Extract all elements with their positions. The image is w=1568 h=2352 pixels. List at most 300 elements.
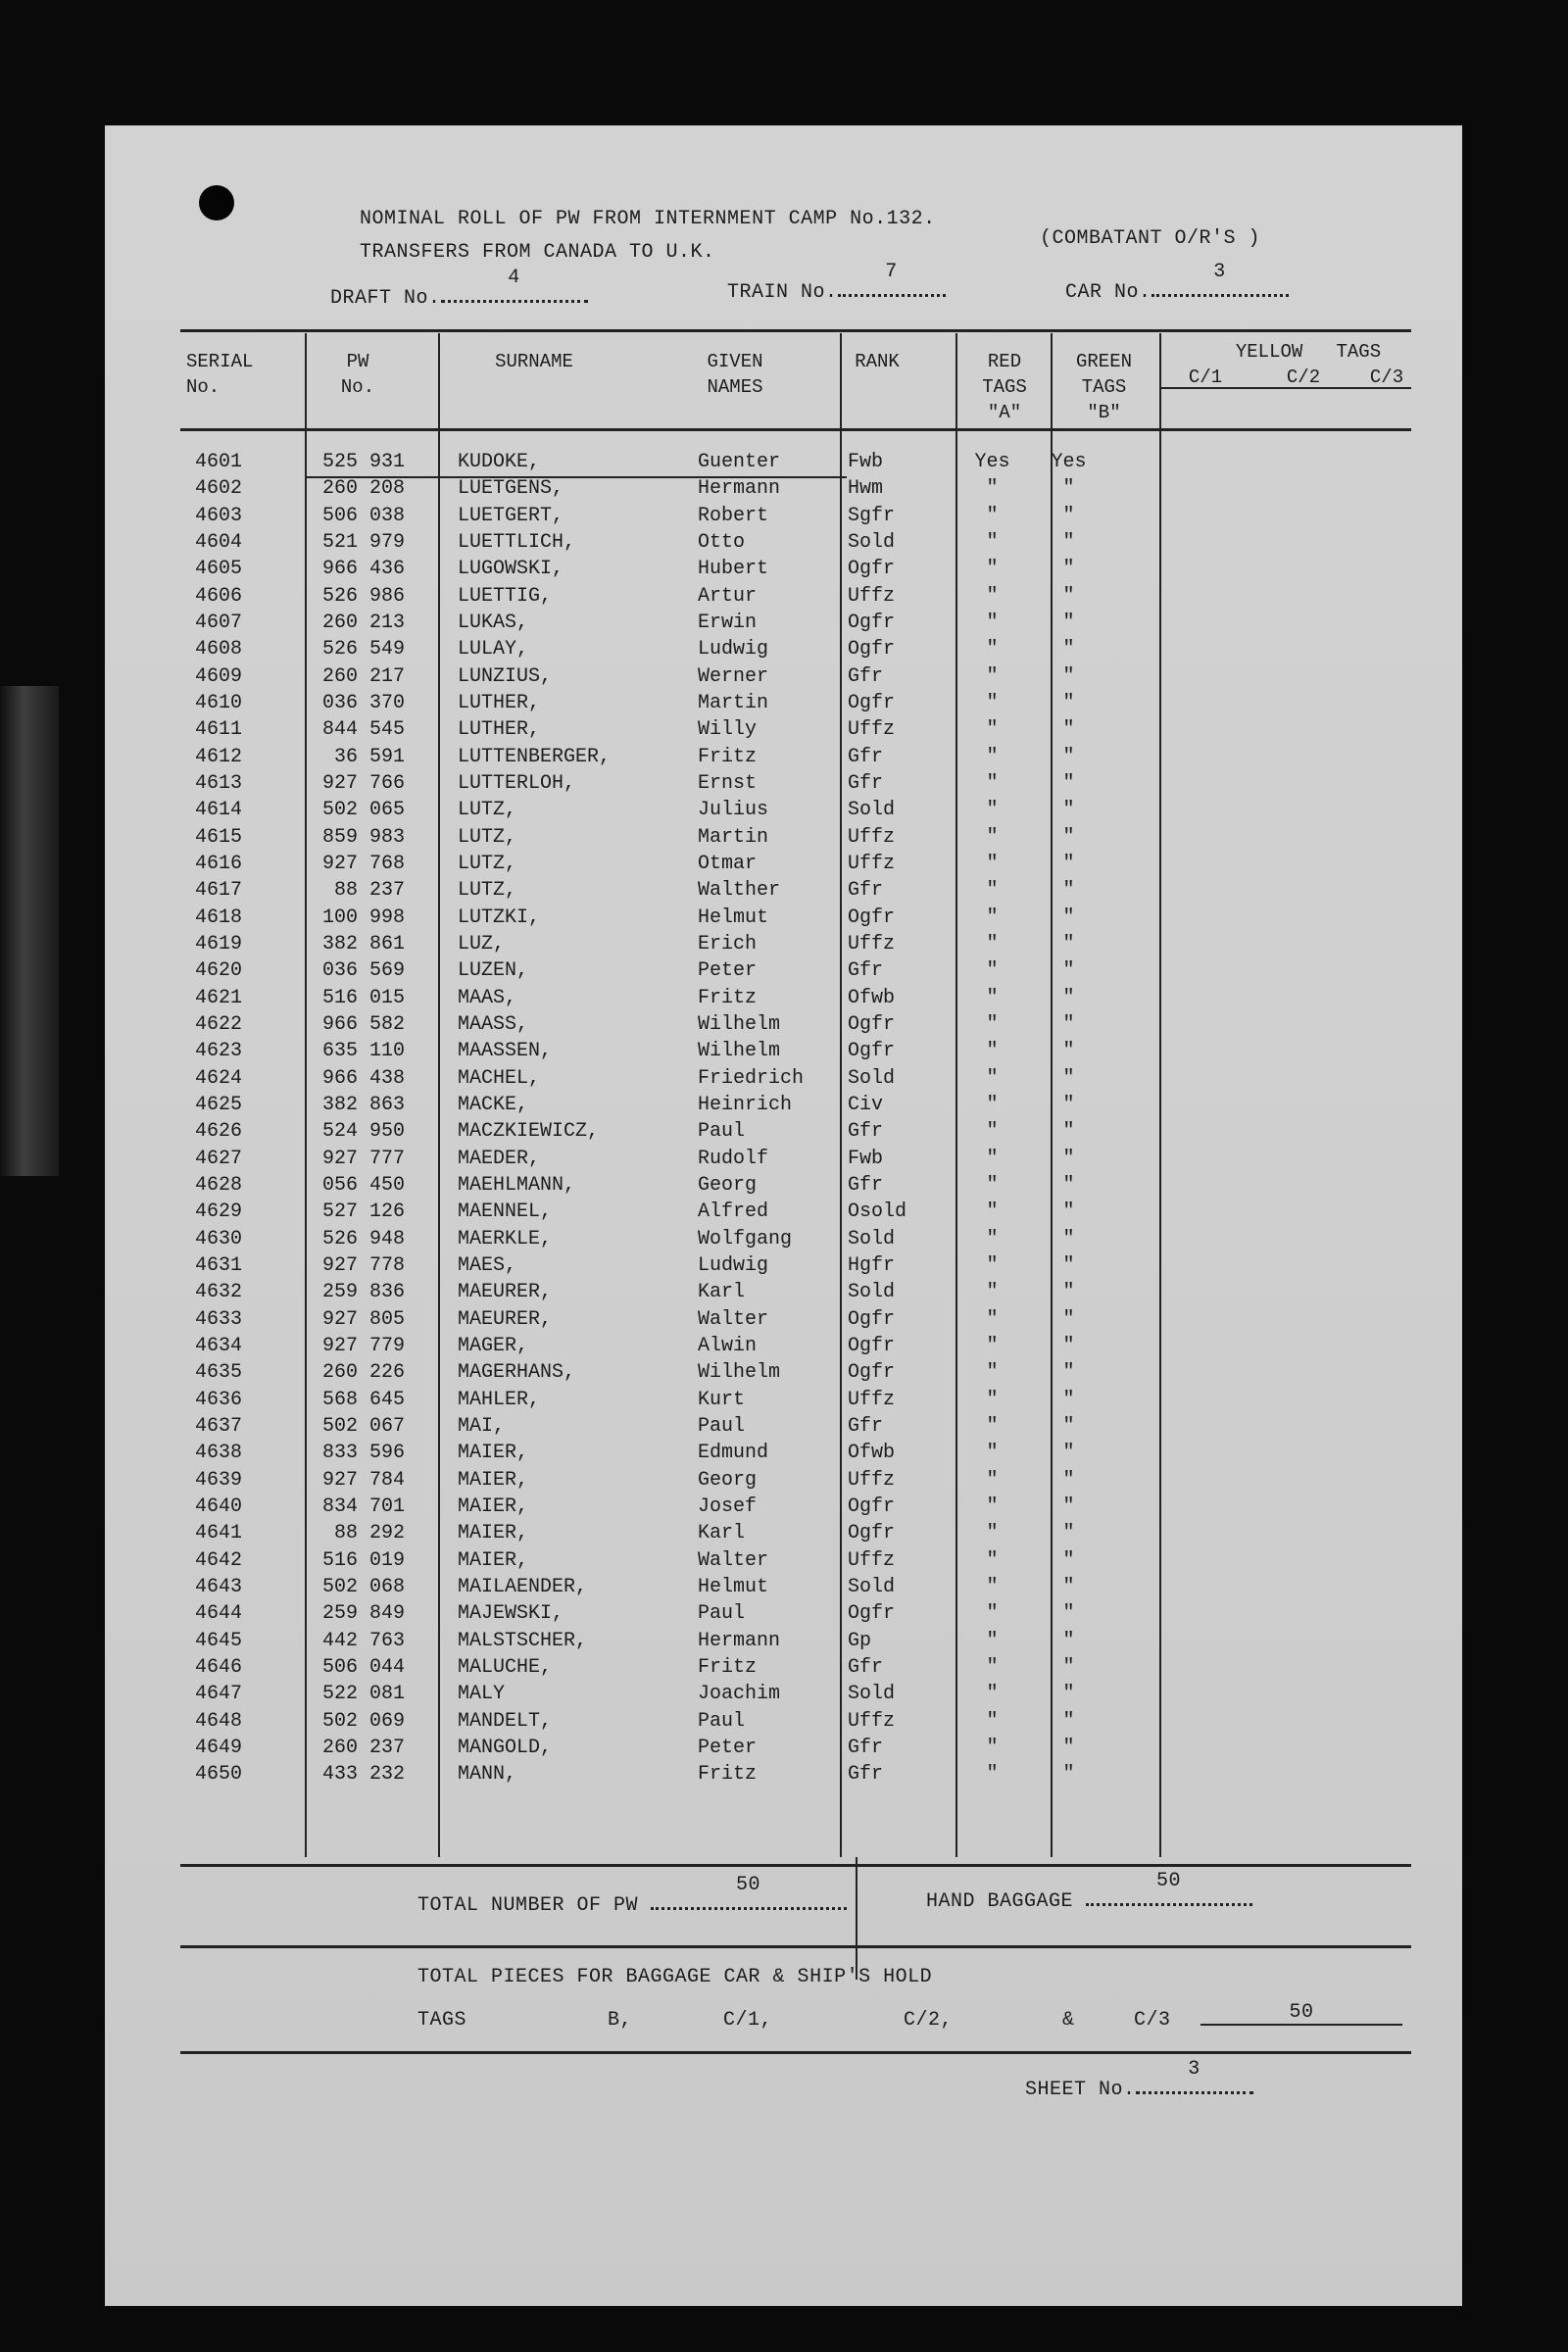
pw-number-cell: 526 948: [321, 1227, 405, 1250]
footer-bottom-rule: [180, 2051, 1411, 2054]
given-names-cell: Martin: [698, 691, 769, 714]
surname-cell: LULAY,: [458, 638, 529, 662]
column-divider: [956, 333, 957, 1857]
green-tags-cell: ": [1062, 1334, 1075, 1357]
rank-cell: Uffz: [848, 1388, 896, 1411]
green-tags-cell: ": [1062, 1522, 1075, 1545]
surname-cell: MAASSEN,: [458, 1040, 553, 1063]
footer-divider: [856, 1857, 858, 1980]
table-top-rule: [180, 329, 1411, 332]
column-divider: [1159, 333, 1161, 1857]
rank-cell: Fwb: [848, 451, 884, 473]
serial-cell: 4647: [195, 1683, 243, 1706]
given-names-cell: Paul: [698, 1120, 746, 1144]
red-tags-cell: ": [986, 1281, 999, 1304]
serial-cell: 4632: [195, 1281, 243, 1304]
green-tags-cell: ": [1062, 1173, 1075, 1197]
surname-cell: MAGERHANS,: [458, 1361, 576, 1385]
rank-cell: Gfr: [848, 959, 884, 983]
surname-cell: MALY: [458, 1683, 506, 1706]
tag-ampersand: &: [1062, 2009, 1075, 2032]
red-tags-cell: ": [986, 1414, 999, 1438]
red-tags-cell: ": [986, 1683, 999, 1706]
surname-cell: MAHLER,: [458, 1388, 541, 1411]
rank-cell: Sold: [848, 1575, 896, 1598]
scan-edge-shadow: [0, 686, 59, 1176]
red-tags-cell: ": [986, 771, 999, 795]
draft-value: 4: [508, 267, 520, 289]
surname-cell: LUTHER,: [458, 718, 541, 742]
given-names-cell: Walter: [698, 1307, 769, 1331]
rank-cell: Osold: [848, 1200, 907, 1224]
surname-cell: LUTZ,: [458, 799, 517, 822]
surname-cell: MAASS,: [458, 1012, 529, 1036]
pw-number-cell: 259 849: [321, 1602, 405, 1626]
rank-cell: Uffz: [848, 718, 896, 742]
given-names-cell: Wolfgang: [698, 1227, 793, 1250]
rank-cell: Ogfr: [848, 691, 896, 714]
pw-number-cell: 502 068: [321, 1575, 405, 1598]
red-tags-cell: ": [986, 1736, 999, 1759]
given-names-cell: Joachim: [698, 1683, 781, 1706]
given-names-cell: Otmar: [698, 852, 758, 875]
green-tags-cell: ": [1062, 1468, 1075, 1492]
green-tags-cell: ": [1062, 799, 1075, 822]
column-divider: [305, 333, 307, 1857]
red-tags-cell: ": [986, 852, 999, 875]
surname-cell: MALUCHE,: [458, 1655, 553, 1679]
serial-cell: 4608: [195, 638, 243, 662]
green-tags-cell: ": [1062, 664, 1075, 688]
red-tags-cell: ": [986, 959, 999, 983]
column-divider: [438, 333, 440, 1857]
surname-cell: MAILAENDER,: [458, 1575, 588, 1598]
serial-cell: 4628: [195, 1173, 243, 1197]
surname-cell: MAEDER,: [458, 1147, 541, 1170]
red-tags-cell: ": [986, 1227, 999, 1250]
given-names-cell: Wilhelm: [698, 1361, 781, 1385]
serial-cell: 4612: [195, 745, 243, 768]
header-yellow-c1: C/1: [1188, 367, 1223, 388]
pw-number-cell: 834 701: [321, 1494, 405, 1518]
draft-label: DRAFT No.: [330, 287, 441, 310]
given-names-cell: Friedrich: [698, 1066, 805, 1090]
pw-number-cell: 506 044: [321, 1655, 405, 1679]
tag-c3-value: 50: [1200, 2001, 1402, 2026]
header-green-tags: GREEN TAGS "B": [1075, 351, 1132, 423]
serial-cell: 4631: [195, 1253, 243, 1277]
given-names-cell: Georg: [698, 1173, 758, 1197]
red-tags-cell: ": [986, 1253, 999, 1277]
serial-cell: 4642: [195, 1548, 243, 1572]
rank-cell: Sgfr: [848, 504, 896, 527]
given-names-cell: Hubert: [698, 558, 769, 581]
train-value: 7: [885, 261, 898, 283]
serial-cell: 4640: [195, 1494, 243, 1518]
total-pw-value: 50: [736, 1874, 761, 1896]
serial-cell: 4634: [195, 1334, 243, 1357]
pw-number-cell: 516 015: [321, 986, 405, 1009]
rank-cell: Ogfr: [848, 1522, 896, 1545]
given-names-cell: Artur: [698, 584, 758, 608]
given-names-cell: Kurt: [698, 1388, 746, 1411]
rank-cell: Ogfr: [848, 558, 896, 581]
serial-cell: 4613: [195, 771, 243, 795]
header-rank: RANK: [855, 351, 900, 372]
red-tags-cell: ": [986, 1147, 999, 1170]
surname-cell: KUDOKE,: [458, 451, 541, 473]
red-tags-cell: ": [986, 1494, 999, 1518]
green-tags-cell: ": [1062, 1012, 1075, 1036]
rank-cell: Ogfr: [848, 1040, 896, 1063]
green-tags-cell: ": [1062, 691, 1075, 714]
given-names-cell: Walter: [698, 1548, 769, 1572]
rank-cell: Gfr: [848, 664, 884, 688]
total-pw-field: [417, 1874, 847, 1917]
surname-cell: LUZEN,: [458, 959, 529, 983]
green-tags-cell: ": [1062, 1120, 1075, 1144]
rank-cell: Ofwb: [848, 1442, 896, 1465]
rank-cell: Gfr: [848, 879, 884, 903]
green-tags-cell: ": [1062, 611, 1075, 634]
serial-cell: 4607: [195, 611, 243, 634]
train-field: [727, 261, 946, 304]
surname-cell: MAENNEL,: [458, 1200, 553, 1224]
green-tags-cell: ": [1062, 558, 1075, 581]
pw-number-cell: 524 950: [321, 1120, 405, 1144]
red-tags-cell: ": [986, 986, 999, 1009]
red-tags-cell: ": [986, 1575, 999, 1598]
header-serial: SERIAL No.: [186, 351, 254, 398]
green-tags-cell: ": [1062, 1066, 1075, 1090]
green-tags-cell: ": [1062, 745, 1075, 768]
surname-cell: LUETTLICH,: [458, 530, 576, 554]
serial-cell: 4645: [195, 1629, 243, 1652]
pw-number-cell: 502 065: [321, 799, 405, 822]
header-given-names: GIVEN NAMES: [707, 351, 763, 398]
green-tags-cell: ": [1062, 1602, 1075, 1626]
given-names-cell: Ernst: [698, 771, 758, 795]
header-bottom-rule: [180, 428, 1411, 431]
serial-cell: 4633: [195, 1307, 243, 1331]
rank-cell: Civ: [848, 1093, 884, 1116]
pw-number-cell: 859 983: [321, 825, 405, 849]
given-names-cell: Paul: [698, 1414, 746, 1438]
green-tags-cell: ": [1062, 530, 1075, 554]
pw-number-cell: 966 436: [321, 558, 405, 581]
surname-cell: MANDELT,: [458, 1709, 553, 1733]
serial-cell: 4646: [195, 1655, 243, 1679]
serial-cell: 4602: [195, 477, 243, 501]
pw-number-cell: 927 779: [321, 1334, 405, 1357]
green-tags-cell: ": [1062, 1227, 1075, 1250]
sheet-label: SHEET No.: [1025, 2079, 1136, 2101]
red-tags-cell: ": [986, 718, 999, 742]
red-tags-cell: ": [986, 1012, 999, 1036]
pw-number-cell: 502 067: [321, 1414, 405, 1438]
rank-cell: Uffz: [848, 584, 896, 608]
serial-cell: 4639: [195, 1468, 243, 1492]
hand-baggage-value: 50: [1156, 1870, 1182, 1892]
given-names-cell: Otto: [698, 530, 746, 554]
rank-cell: Sold: [848, 1227, 896, 1250]
surname-cell: LUTTERLOH,: [458, 771, 576, 795]
green-tags-cell: ": [1062, 1629, 1075, 1652]
pw-number-cell: 966 438: [321, 1066, 405, 1090]
rank-cell: Sold: [848, 1683, 896, 1706]
pw-number-cell: 036 569: [321, 959, 405, 983]
surname-cell: MAIER,: [458, 1468, 529, 1492]
given-names-cell: Guenter: [698, 451, 781, 473]
green-tags-cell: ": [1062, 1281, 1075, 1304]
rank-cell: Uffz: [848, 852, 896, 875]
given-names-cell: Werner: [698, 664, 769, 688]
serial-cell: 4621: [195, 986, 243, 1009]
green-tags-cell: ": [1062, 1388, 1075, 1411]
red-tags-cell: ": [986, 1763, 999, 1787]
rank-cell: Gfr: [848, 1120, 884, 1144]
rank-cell: Ogfr: [848, 1602, 896, 1626]
red-tags-cell: ": [986, 1361, 999, 1385]
pw-number-cell: 88 237: [333, 879, 405, 903]
given-names-cell: Fritz: [698, 745, 758, 768]
rank-cell: Hwm: [848, 477, 884, 501]
red-tags-cell: ": [986, 879, 999, 903]
pw-number-cell: 927 805: [321, 1307, 405, 1331]
rank-cell: Sold: [848, 1066, 896, 1090]
header-red-tags: RED TAGS "A": [982, 351, 1027, 423]
document-title: NOMINAL ROLL OF PW FROM INTERNMENT CAMP No.132.: [360, 208, 936, 230]
surname-cell: MAERKLE,: [458, 1227, 553, 1250]
header-yellow-c3: C/3: [1369, 367, 1404, 388]
serial-cell: 4603: [195, 504, 243, 527]
given-names-cell: Alwin: [698, 1334, 758, 1357]
surname-cell: MAEHLMANN,: [458, 1173, 576, 1197]
red-tags-cell: ": [986, 1200, 999, 1224]
given-names-cell: Heinrich: [698, 1093, 793, 1116]
red-tags-cell: ": [986, 638, 999, 662]
green-tags-cell: Yes: [1051, 451, 1087, 473]
red-tags-cell: ": [986, 1522, 999, 1545]
red-tags-cell: ": [986, 1629, 999, 1652]
pw-number-cell: 433 232: [321, 1763, 405, 1787]
red-tags-cell: ": [986, 1307, 999, 1331]
rank-cell: Uffz: [848, 1709, 896, 1733]
draft-field: [330, 267, 588, 310]
surname-cell: MANGOLD,: [458, 1736, 553, 1759]
pw-number-cell: 521 979: [321, 530, 405, 554]
green-tags-cell: ": [1062, 718, 1075, 742]
serial-cell: 4606: [195, 584, 243, 608]
given-names-cell: Paul: [698, 1602, 746, 1626]
pw-number-cell: 382 863: [321, 1093, 405, 1116]
rank-cell: Gfr: [848, 1173, 884, 1197]
given-names-cell: Rudolf: [698, 1147, 769, 1170]
tags-label: TAGS: [417, 2009, 467, 2032]
pw-number-cell: 382 861: [321, 932, 405, 956]
given-names-cell: Peter: [698, 1736, 758, 1759]
pw-number-cell: 259 836: [321, 1281, 405, 1304]
red-tags-cell: ": [986, 611, 999, 634]
red-tags-cell: ": [986, 691, 999, 714]
tag-c1: C/1,: [723, 2009, 773, 2032]
document-subtitle: TRANSFERS FROM CANADA TO U.K.: [360, 241, 715, 264]
pw-number-cell: 526 549: [321, 638, 405, 662]
given-names-cell: Fritz: [698, 986, 758, 1009]
column-divider: [840, 333, 842, 1857]
given-names-cell: Erwin: [698, 611, 758, 634]
rank-cell: Hgfr: [848, 1253, 896, 1277]
serial-cell: 4616: [195, 852, 243, 875]
surname-cell: MAGER,: [458, 1334, 529, 1357]
surname-cell: LUTZ,: [458, 879, 517, 903]
rank-cell: Sold: [848, 530, 896, 554]
header-yellow-c2: C/2: [1286, 367, 1321, 388]
surname-cell: MACHEL,: [458, 1066, 541, 1090]
serial-cell: 4649: [195, 1736, 243, 1759]
serial-cell: 4615: [195, 825, 243, 849]
serial-cell: 4638: [195, 1442, 243, 1465]
surname-cell: MAEURER,: [458, 1307, 553, 1331]
total-pw-label: TOTAL NUMBER OF PW: [417, 1894, 639, 1917]
green-tags-cell: ": [1062, 1736, 1075, 1759]
rank-cell: Ogfr: [848, 906, 896, 929]
header-yellow-tags: YELLOW TAGS: [1235, 341, 1382, 363]
pw-number-cell: 927 768: [321, 852, 405, 875]
red-tags-cell: ": [986, 1066, 999, 1090]
surname-cell: MAES,: [458, 1253, 517, 1277]
surname-cell: MAIER,: [458, 1548, 529, 1572]
surname-cell: LUTHER,: [458, 691, 541, 714]
rank-cell: Ogfr: [848, 1012, 896, 1036]
surname-cell: LUETGERT,: [458, 504, 564, 527]
green-tags-cell: ": [1062, 1442, 1075, 1465]
pw-number-cell: 442 763: [321, 1629, 405, 1652]
given-names-cell: Wilhelm: [698, 1040, 781, 1063]
serial-cell: 4619: [195, 932, 243, 956]
pw-number-cell: 526 986: [321, 584, 405, 608]
green-tags-cell: ": [1062, 1414, 1075, 1438]
surname-cell: MAIER,: [458, 1522, 529, 1545]
serial-cell: 4617: [195, 879, 243, 903]
serial-cell: 4641: [195, 1522, 243, 1545]
serial-cell: 4643: [195, 1575, 243, 1598]
sheet-value: 3: [1188, 2058, 1200, 2081]
given-names-cell: Karl: [698, 1281, 746, 1304]
rank-cell: Sold: [848, 1281, 896, 1304]
serial-cell: 4620: [195, 959, 243, 983]
surname-cell: LUETGENS,: [458, 477, 564, 501]
serial-cell: 4624: [195, 1066, 243, 1090]
pw-number-cell: 844 545: [321, 718, 405, 742]
rank-cell: Fwb: [848, 1147, 884, 1170]
pw-number-cell: 260 217: [321, 664, 405, 688]
pw-number-cell: 527 126: [321, 1200, 405, 1224]
serial-cell: 4650: [195, 1763, 243, 1787]
surname-cell: MACKE,: [458, 1093, 529, 1116]
pw-number-cell: 516 019: [321, 1548, 405, 1572]
serial-cell: 4644: [195, 1602, 243, 1626]
serial-cell: 4648: [195, 1709, 243, 1733]
rank-cell: Ogfr: [848, 638, 896, 662]
green-tags-cell: ": [1062, 1709, 1075, 1733]
green-tags-cell: ": [1062, 932, 1075, 956]
green-tags-cell: ": [1062, 1200, 1075, 1224]
serial-cell: 4622: [195, 1012, 243, 1036]
red-tags-cell: ": [986, 1093, 999, 1116]
serial-cell: 4601: [195, 451, 243, 473]
surname-cell: MAJEWSKI,: [458, 1602, 564, 1626]
given-names-cell: Wilhelm: [698, 1012, 781, 1036]
pw-number-cell: 927 766: [321, 771, 405, 795]
red-tags-cell: ": [986, 1173, 999, 1197]
serial-cell: 4627: [195, 1147, 243, 1170]
pw-number-cell: 568 645: [321, 1388, 405, 1411]
car-field: [1065, 261, 1289, 304]
given-names-cell: Julius: [698, 799, 769, 822]
rank-cell: Uffz: [848, 1468, 896, 1492]
red-tags-cell: ": [986, 664, 999, 688]
red-tags-cell: ": [986, 558, 999, 581]
surname-cell: MAAS,: [458, 986, 517, 1009]
rank-cell: Ogfr: [848, 1494, 896, 1518]
red-tags-cell: ": [986, 825, 999, 849]
serial-cell: 4626: [195, 1120, 243, 1144]
green-tags-cell: ": [1062, 959, 1075, 983]
pw-number-cell: 36 591: [333, 745, 405, 768]
red-tags-cell: ": [986, 1334, 999, 1357]
green-tags-cell: ": [1062, 504, 1075, 527]
given-names-cell: Karl: [698, 1522, 746, 1545]
serial-cell: 4614: [195, 799, 243, 822]
serial-cell: 4609: [195, 664, 243, 688]
surname-cell: LUKAS,: [458, 611, 529, 634]
surname-cell: LUGOWSKI,: [458, 558, 564, 581]
green-tags-cell: ": [1062, 1253, 1075, 1277]
serial-cell: 4636: [195, 1388, 243, 1411]
surname-cell: LUNZIUS,: [458, 664, 553, 688]
tag-c3: C/3: [1134, 2009, 1171, 2032]
given-names-cell: Josef: [698, 1494, 758, 1518]
rank-cell: Gfr: [848, 1414, 884, 1438]
pw-number-cell: 966 582: [321, 1012, 405, 1036]
given-names-cell: Erich: [698, 932, 758, 956]
rank-cell: Uffz: [848, 825, 896, 849]
hand-baggage-label: HAND BAGGAGE: [926, 1890, 1074, 1913]
green-tags-cell: ": [1062, 1361, 1075, 1385]
given-names-cell: Georg: [698, 1468, 758, 1492]
serial-cell: 4629: [195, 1200, 243, 1224]
serial-cell: 4611: [195, 718, 243, 742]
serial-cell: 4610: [195, 691, 243, 714]
given-names-cell: Robert: [698, 504, 769, 527]
punch-hole: [199, 185, 234, 220]
rank-cell: Uffz: [848, 1548, 896, 1572]
rank-cell: Sold: [848, 799, 896, 822]
green-tags-cell: ": [1062, 771, 1075, 795]
rank-cell: Gfr: [848, 771, 884, 795]
green-tags-cell: ": [1062, 906, 1075, 929]
red-tags-cell: ": [986, 530, 999, 554]
red-tags-cell: ": [986, 1655, 999, 1679]
footer-rule: [180, 1945, 1411, 1948]
serial-cell: 4605: [195, 558, 243, 581]
serial-cell: 4625: [195, 1093, 243, 1116]
red-tags-cell: Yes: [974, 451, 1010, 473]
red-tags-cell: ": [986, 1388, 999, 1411]
serial-cell: 4604: [195, 530, 243, 554]
red-tags-cell: ": [986, 799, 999, 822]
